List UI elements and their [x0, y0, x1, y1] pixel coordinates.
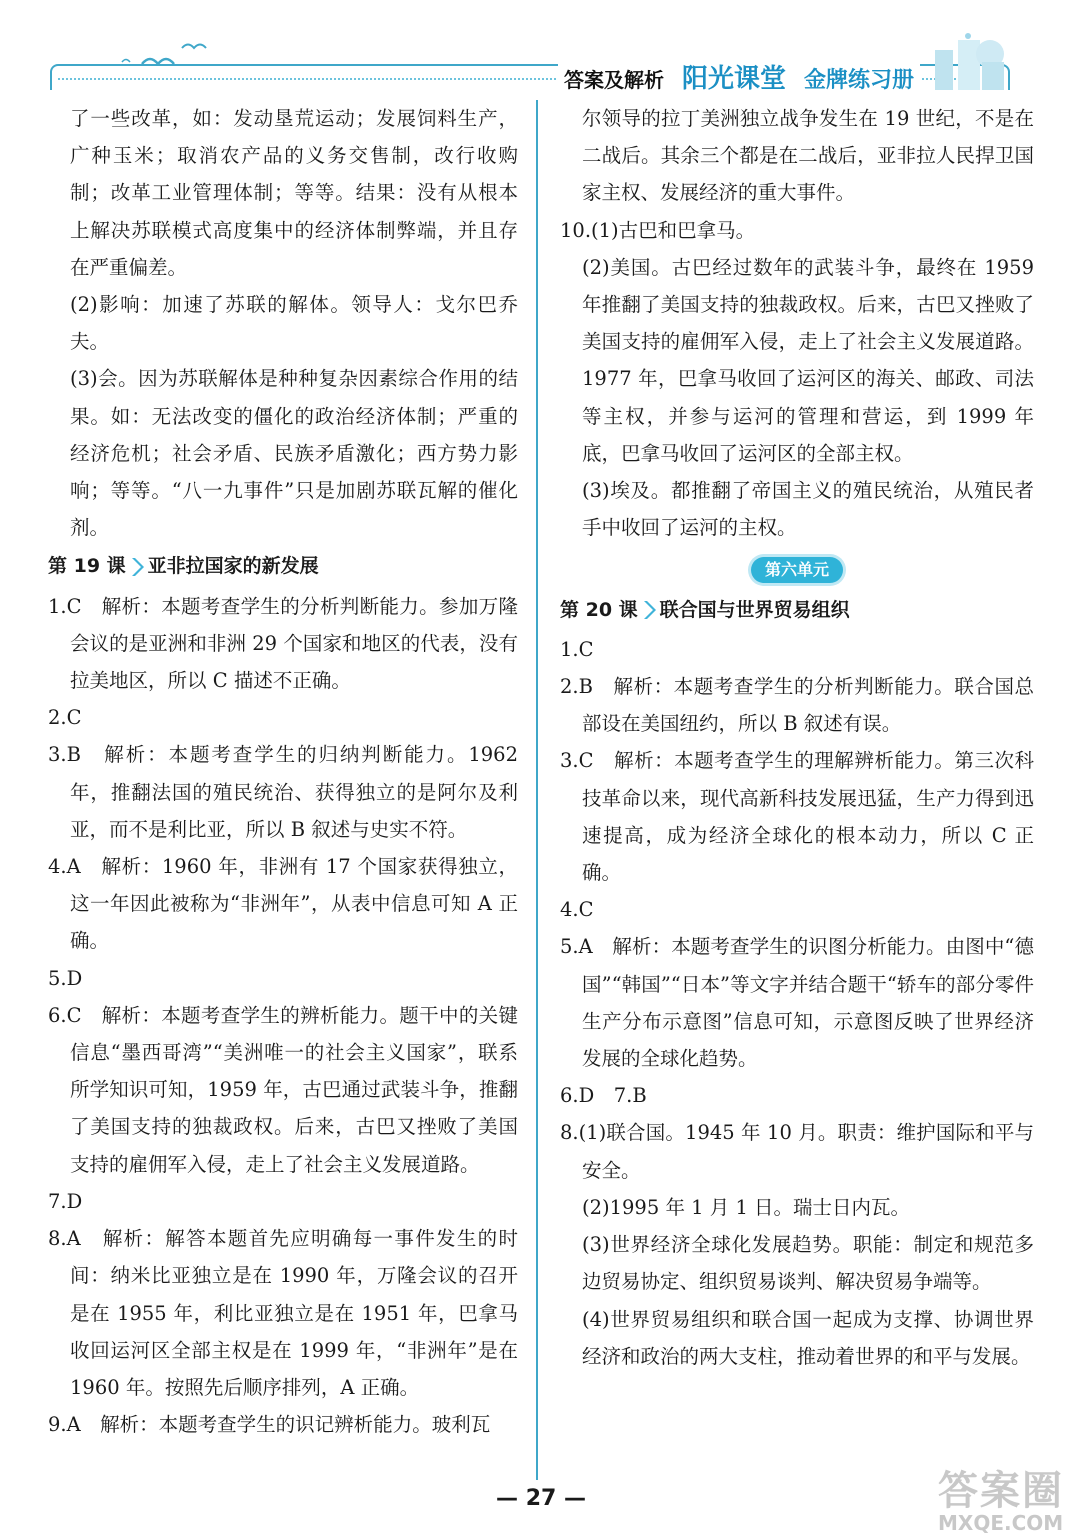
watermark-text: 答案圈	[938, 1468, 1064, 1514]
watermark-domain: MXQE.COM	[938, 1511, 1064, 1535]
answer-item: 1.C	[560, 637, 594, 661]
watermark-logo	[938, 1470, 1064, 1534]
unit-badge: 第六单元	[751, 557, 843, 583]
answer-paragraph: 了一些改革，如：发动垦荒运动；发展饲料生产，广种玉米；取消农产品的义务交售制，改行收购制；改革工业管理体制；等等。结果：没有从根本上解决苏联模式高度集中的经济体制弊端，并且存在严重偏差。	[70, 107, 518, 279]
answer-item: 4.C	[560, 898, 594, 922]
answer-item: 5.D	[48, 966, 83, 990]
building-decoration-icon	[910, 28, 1020, 98]
answer-item: 1.C 解析：本题考查学生的分析判断能力。参加万隆会议的是亚洲和非洲 29 个国家和地区的代表，没有拉美地区，所以 C 描述不正确。	[48, 594, 518, 693]
answer-item: 6.D 7.B	[560, 1084, 647, 1108]
answer-item: 7.D	[48, 1189, 83, 1213]
lesson-title: 亚非拉国家的新发展	[147, 555, 319, 578]
header-title-series: 金牌练习册	[803, 67, 914, 93]
answer-item: 9.A 解析：本题考查学生的识记辨析能力。玻利瓦	[48, 1413, 491, 1437]
answer-item: 2.B 解析：本题考查学生的分析判断能力。联合国总部设在美国纽约，所以 B 叙述有误。	[560, 675, 1034, 736]
answer-item: 8.A 解析：解答本题首先应明确每一事件发生的时间：纳米比亚独立是在 1990 年，万隆会议的召开是在 1955 年，利比亚独立是在 1951 年，巴拿马收回运河区全部主权是在 1999 年，“非洲年”是在 1960 年。按照先后顺序排列，A 正确。	[48, 1227, 518, 1399]
answer-paragraph: (2)影响：加速了苏联的解体。领导人：戈尔巴乔夫。	[70, 293, 518, 354]
answer-item: 2.C	[48, 706, 82, 730]
answer-item: 5.A 解析：本题考查学生的识图分析能力。由图中“德国”“韩国”“日本”等文字并结合题干“轿车的部分零件生产分布示意图”信息可知，示意图反映了世界经济发展的全球化趋势。	[560, 935, 1034, 1071]
header-titles	[558, 58, 920, 95]
header-title-answers: 答案及解析	[563, 68, 664, 92]
answer-item: 10.(1)古巴和巴拿马。	[560, 218, 756, 242]
chevron-right-icon	[642, 599, 656, 621]
header-title-brand: 阳光课堂	[681, 64, 786, 94]
answer-paragraph: (4)世界贸易组织和联合国一起成为支撑、协调世界经济和政治的两大支柱，推动着世界的和平与发展。	[582, 1307, 1034, 1368]
left-column	[48, 100, 518, 1443]
answer-paragraph: (3)会。因为苏联解体是种种复杂因素综合作用的结果。如：无法改变的僵化的政治经济体制；严重的经济危机；社会矛盾、民族矛盾激化；西方势力影响；等等。“八一九事件”只是加剧苏联瓦解的催化剂。	[70, 367, 518, 540]
answer-paragraph: (3)世界经济全球化发展趋势。职能：制定和规范多边贸易协定、组织贸易谈判、解决贸易争端等。	[582, 1233, 1034, 1294]
page-header	[40, 22, 1040, 92]
page-number: — 27 —	[496, 1486, 586, 1511]
lesson-title: 联合国与世界贸易组织	[659, 598, 850, 621]
column-divider	[536, 100, 538, 1480]
lesson-heading	[48, 548, 518, 585]
chevron-right-icon	[130, 556, 144, 578]
answer-item: 3.C 解析：本题考查学生的理解辨析能力。第三次科技革命以来，现代高新科技发展迅猛，生产力得到迅速提高，成为经济全球化的根本动力，所以 C 正确。	[560, 749, 1034, 885]
unit-heading	[560, 550, 1034, 587]
lesson-number: 第 20 课	[560, 598, 638, 621]
answer-paragraph: (2)1995 年 1 月 1 日。瑞士日内瓦。	[582, 1195, 911, 1219]
answer-item: 3.B 解析：本题考查学生的归纳判断能力。1962 年，推翻法国的殖民统治、获得独立的是阿尔及利亚，而不是利比亚，所以 B 叙述与史实不符。	[48, 743, 518, 841]
lesson-heading	[560, 592, 1034, 629]
answer-paragraph: (3)埃及。都推翻了帝国主义的殖民统治，从殖民者手中收回了运河的主权。	[582, 479, 1034, 540]
answer-item: 6.C 解析：本题考查学生的辨析能力。题干中的关键信息“墨西哥湾”“美洲唯一的社会主义国家”，联系所学知识可知，1959 年，古巴通过武装斗争，推翻了美国支持的独裁政权。后来，古巴又挫败了美国支持的雇佣军入侵，走上了社会主义发展道路。	[48, 1003, 518, 1176]
answer-item: 4.A 解析：1960 年，非洲有 17 个国家获得独立，这一年因此被称为“非洲年”，从表中信息可知 A 正确。	[48, 855, 518, 953]
answer-paragraph: 尔领导的拉丁美洲独立战争发生在 19 世纪，不是在二战后。其余三个都是在二战后，亚非拉人民捍卫国家主权、发展经济的重大事件。	[582, 107, 1034, 205]
right-column	[560, 100, 1034, 1375]
lesson-number: 第 19 课	[48, 555, 126, 578]
answer-paragraph: (2)美国。古巴经过数年的武装斗争，最终在 1959 年推翻了美国支持的独裁政权。后来，古巴又挫败了美国支持的雇佣军入侵，走上了社会主义发展道路。1977 年，巴拿马收回了运河区的海关、邮政、司法等主权，并参与运河的管理和营运，到 1999 年底，巴拿马收回了运河区的全部主权。	[582, 255, 1034, 465]
answer-item: 8.(1)联合国。1945 年 10 月。职责：维护国际和平与安全。	[560, 1121, 1034, 1182]
